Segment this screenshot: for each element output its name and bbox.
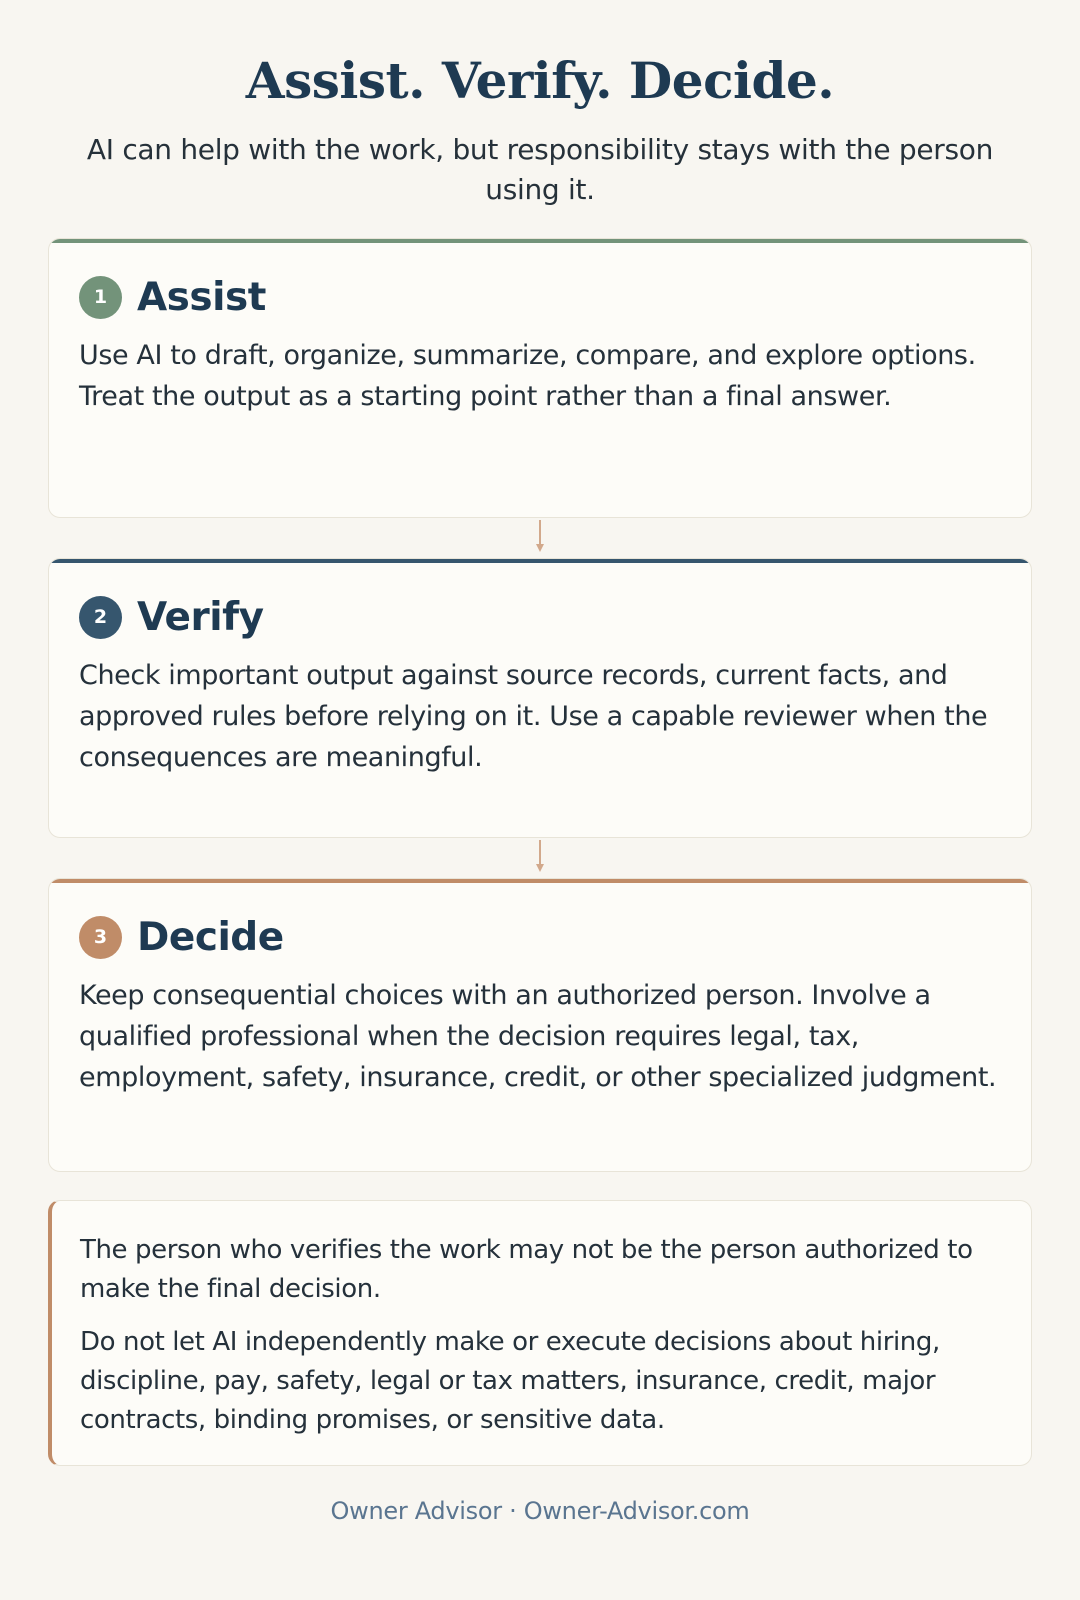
step-card-assist	[48, 238, 1032, 518]
step-title: Verify	[137, 594, 264, 640]
step-description: Use AI to draft, organize, summarize, compare, and explore options. Treat the output as a starting point rather than a final answer.	[79, 340, 976, 412]
step-description: Check important output against source records, current facts, and approved rules before relying on it. Use a capable reviewer when the consequences are meaningful.	[79, 660, 988, 773]
step-number-badge: 1	[79, 276, 122, 319]
step-card-verify	[48, 558, 1032, 838]
step-number-badge: 3	[79, 916, 122, 959]
down-arrow-icon	[536, 840, 544, 874]
step-header	[79, 909, 1001, 965]
page-subtitle: AI can help with the work, but responsibility stays with the person using it.	[86, 133, 994, 206]
responsibility-note	[48, 1200, 1032, 1466]
step-header	[79, 269, 1001, 325]
step-number-badge: 2	[79, 596, 122, 639]
step-title: Decide	[137, 914, 284, 960]
step-header	[79, 589, 1001, 645]
footer-credit: Owner Advisor · Owner-Advisor.com	[330, 1497, 750, 1525]
note-paragraph-restrictions: Do not let AI independently make or execute decisions about hiring, discipline, pay, safety, legal or tax matters, insurance, credit, major contracts, binding promises, or sensitive data.	[80, 1327, 940, 1435]
step-description: Keep consequential choices with an authorized person. Involve a qualified professional when the decision requires legal, tax, employment, safety, insurance, credit, or other specialized judgment.	[79, 980, 997, 1093]
note-paragraph-verifier: The person who verifies the work may not be the person authorized to make the final decision.	[80, 1235, 973, 1304]
step-title: Assist	[137, 274, 266, 320]
down-arrow-icon	[536, 520, 544, 554]
page-title: Assist. Verify. Decide.	[245, 51, 835, 110]
step-card-decide	[48, 878, 1032, 1172]
